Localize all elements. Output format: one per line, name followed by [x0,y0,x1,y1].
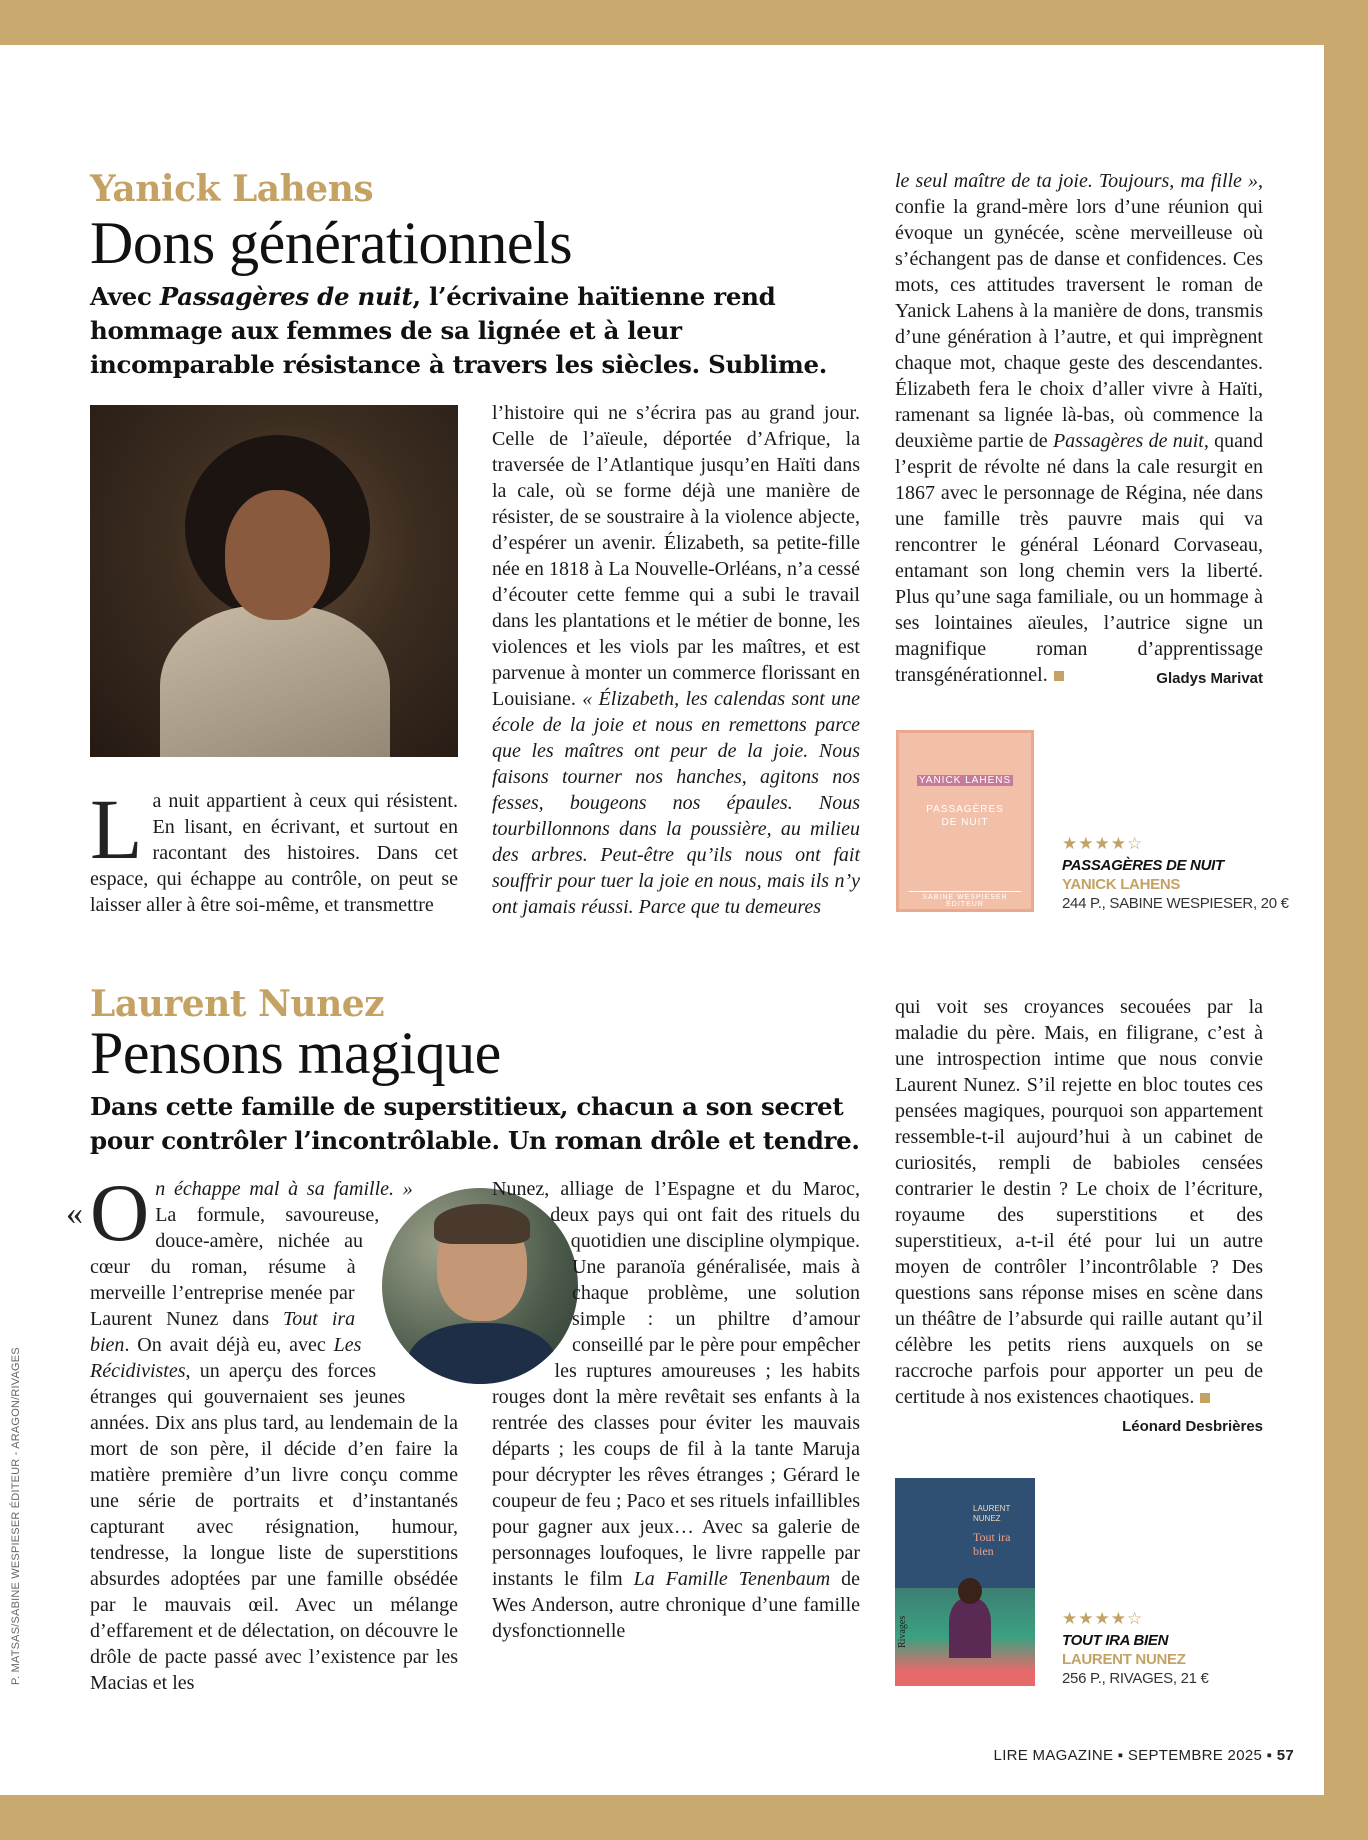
book-title: PASSAGÈRES DE NUIT [1062,857,1224,874]
book-details: 256 P., RIVAGES, 21 € [1062,1670,1209,1687]
book-author: LAURENT NUNEZ [1062,1651,1186,1668]
article2-column-3: qui voit ses croyances secouées par la maladie du père. Mais, en filigrane, c’est à une introspection intime que nous convie Laurent Nunez. S’il rejette en bloc toutes ces pensées magiques, pourquoi son appartement ressemble-t-il aujourd’hui à un cabinet de curiosités, rempli de babioles censées contrarier le destin ? Le choix de l’écriture, royaume des superstitions et des superstitieux, a-t-il été pour lui un autre moyen de contrôler l’incontrôlable ? Des questions sans réponse mises en scène dans un théâtre de l’absurde qui raille autant qu’il célèbre les petits riens auxquels on se raccroche parfois pour apporter un peu de certitude à nos existences chaotiques. Léonard Desbrières [895,994,1263,1440]
rating-stars: ★★★★☆ [1062,834,1144,854]
book-title: TOUT IRA BIEN [1062,1632,1169,1649]
issue-date: SEPTEMBRE 2025 [1127,1747,1263,1764]
article1-standfirst: Avec Passagères de nuit, l’écrivaine haïtienne rend hommage aux femmes de sa lignée et à leur incomparable résistance à travers les siècles. Sublime. [90,282,827,379]
author-photo-yanick-lahens [90,405,458,757]
rating-stars: ★★★★☆ [1062,1609,1144,1629]
drop-cap: O [90,1167,150,1258]
end-mark-icon [1200,1393,1210,1403]
article1-column-2: l’histoire qui ne s’écrira pas au grand jour. Celle de l’aïeule, déportée d’Afrique, la traversée de l’Atlantique jusqu’en Haïti dans la cale, où se forme déjà une manière de résister, de se soustraire à la violence abjecte, d’espérer un avenir. Élizabeth, sa petite-fille née en 1818 à La Nouvelle-Orléans, n’a cessé d’écouter cette femme qui a subi le travail dans les plantations et le métier de bonne, les violences et les viols par les maîtres, et est parvenue à monter un commerce florissant en Louisiane. « Élizabeth, les calendas sont une école de la joie et nous en remettons parce que les maîtres ont peur de la joie. Nous faisons tourner nos hanches, agitons nos fesses, bougeons nos épaules. Nous tourbillonnons dans la poussière, au milieu des arbres. Peut-être qu’ils nous ont fait souffrir pour tuer la joie en nous, mais ils n’y ont jamais réussi. Parce que tu demeures [492,402,860,918]
article2-standfirst: Dans cette famille de superstitieux, chacun a son secret pour contrôler l’incontrôlable. Un roman drôle et tendre. [90,1092,860,1155]
article2-author: Laurent Nunez [90,983,385,1025]
photo-credit: P. MATSAS/SABINE WESPIESER ÉDITEUR - ARAGON/RIVAGES [10,1347,22,1685]
book-cover-passageres-de-nuit: YANICK LAHENS PASSAGÈRES DE NUIT SABINE WESPIESER ÉDITEUR [896,730,1034,912]
article2-column-1: On échappe mal à sa famille. » La formule, savoureuse, douce-amère, nichée au cœur du roman, résume à merveille l’entreprise menée par Laurent Nunez dans Tout ira bien. On avait déjà eu, avec Les Récidivistes, un aperçu des forces étranges qui gouvernaient ses jeunes années. Dix ans plus tard, au lendemain de la mort de son père, il décide d’en faire la matière première d’un livre conçu comme une série de portraits et d’instantanés capturant avec résignation, humour, tendresse, la longue liste de superstitions absurdes adoptées par une famille obsédée par le mauvais œil. Avec un mélange d’effarement et de délectation, on découvre le drôle de pacte passé avec l’existence par les Macias et les [90,1167,458,1694]
article2-column-2: Nunez, alliage de l’Espagne et du Maroc, deux pays qui ont fait des rituels du quotidien une discipline olympique. Une paranoïa généralisée, mais à chaque problème, une solution simple : un philtre d’amour conseillé par le père pour empêcher les ruptures amoureuses ; les habits rouges dont la mère revêtait ses enfants à la rentrée des classes pour éviter les mauvais départs ; les coups de fil à la tante Maruja pour décrypter les rêves étranges ; Gérard le coupeur de feu ; Paco et ses rituels infaillibles pour gagner aux jeux… Avec sa galerie de personnages loufoques, le livre rappelle par instants le film La Famille Tenenbaum de Wes Anderson, autre chronique d’une famille dysfonctionnelle [492,1178,860,1642]
book-author: YANICK LAHENS [1062,876,1181,893]
page-footer: LIRE MAGAZINE ▪ SEPTEMBRE 2025 ▪ 57 [993,1747,1294,1764]
article1-signature: Gladys Marivat [1156,670,1263,687]
article2-signature: Léonard Desbrières [1122,1418,1263,1435]
article1-column-1: La nuit appartient à ceux qui résistent. En lisant, en écrivant, et surtout en racontant des histoires. Dans cet espace, qui échappe au contrôle, on peut se laisser aller à être soi-même, et transmettre [90,781,458,916]
page-number: 57 [1276,1747,1294,1764]
open-quote: « [66,1195,83,1232]
end-mark-icon [1054,671,1064,681]
drop-cap: L [90,781,143,877]
article1-author: Yanick Lahens [90,168,374,210]
book-info-1 [1062,856,1289,913]
article2-headline: Pensons magique [90,1020,501,1086]
magazine-name: LIRE MAGAZINE [993,1747,1114,1764]
article1-headline: Dons générationnels [90,210,573,276]
book-cover-tout-ira-bien: LAURENT NUNEZ Tout ira bien Rivages [895,1478,1035,1686]
article1-column-3: le seul maître de ta joie. Toujours, ma fille », confie la grand-mère lors d’une réunion qui évoque un gynécée, scène merveilleuse où s’échangent pas de danse et confidences. Ces mots, ces attitudes traversent le roman de Yanick Lahens à la manière de dons, transmis d’une génération à l’autre, et qui imprègnent chaque mot, chaque geste des descendantes. Élizabeth fera le choix d’aller vivre à Haïti, ramenant sa lignée là-bas, où commence la deuxième partie de Passagères de nuit, quand l’esprit de révolte né dans la cale resurgit en 1867 avec le personnage de Régina, née dans une famille très pauvre mais qui va rencontrer le général Léonard Corvaseau, entamant son long chemin vers la liberté. Plus qu’une saga familiale, ou un hommage à ses lointaines aïeules, l’autrice signe un magnifique roman d’apprentissage transgénérationnel. Gladys Marivat [895,168,1263,692]
book-details: 244 P., SABINE WESPIESER, 20 € [1062,895,1289,912]
book-info-2 [1062,1631,1209,1688]
